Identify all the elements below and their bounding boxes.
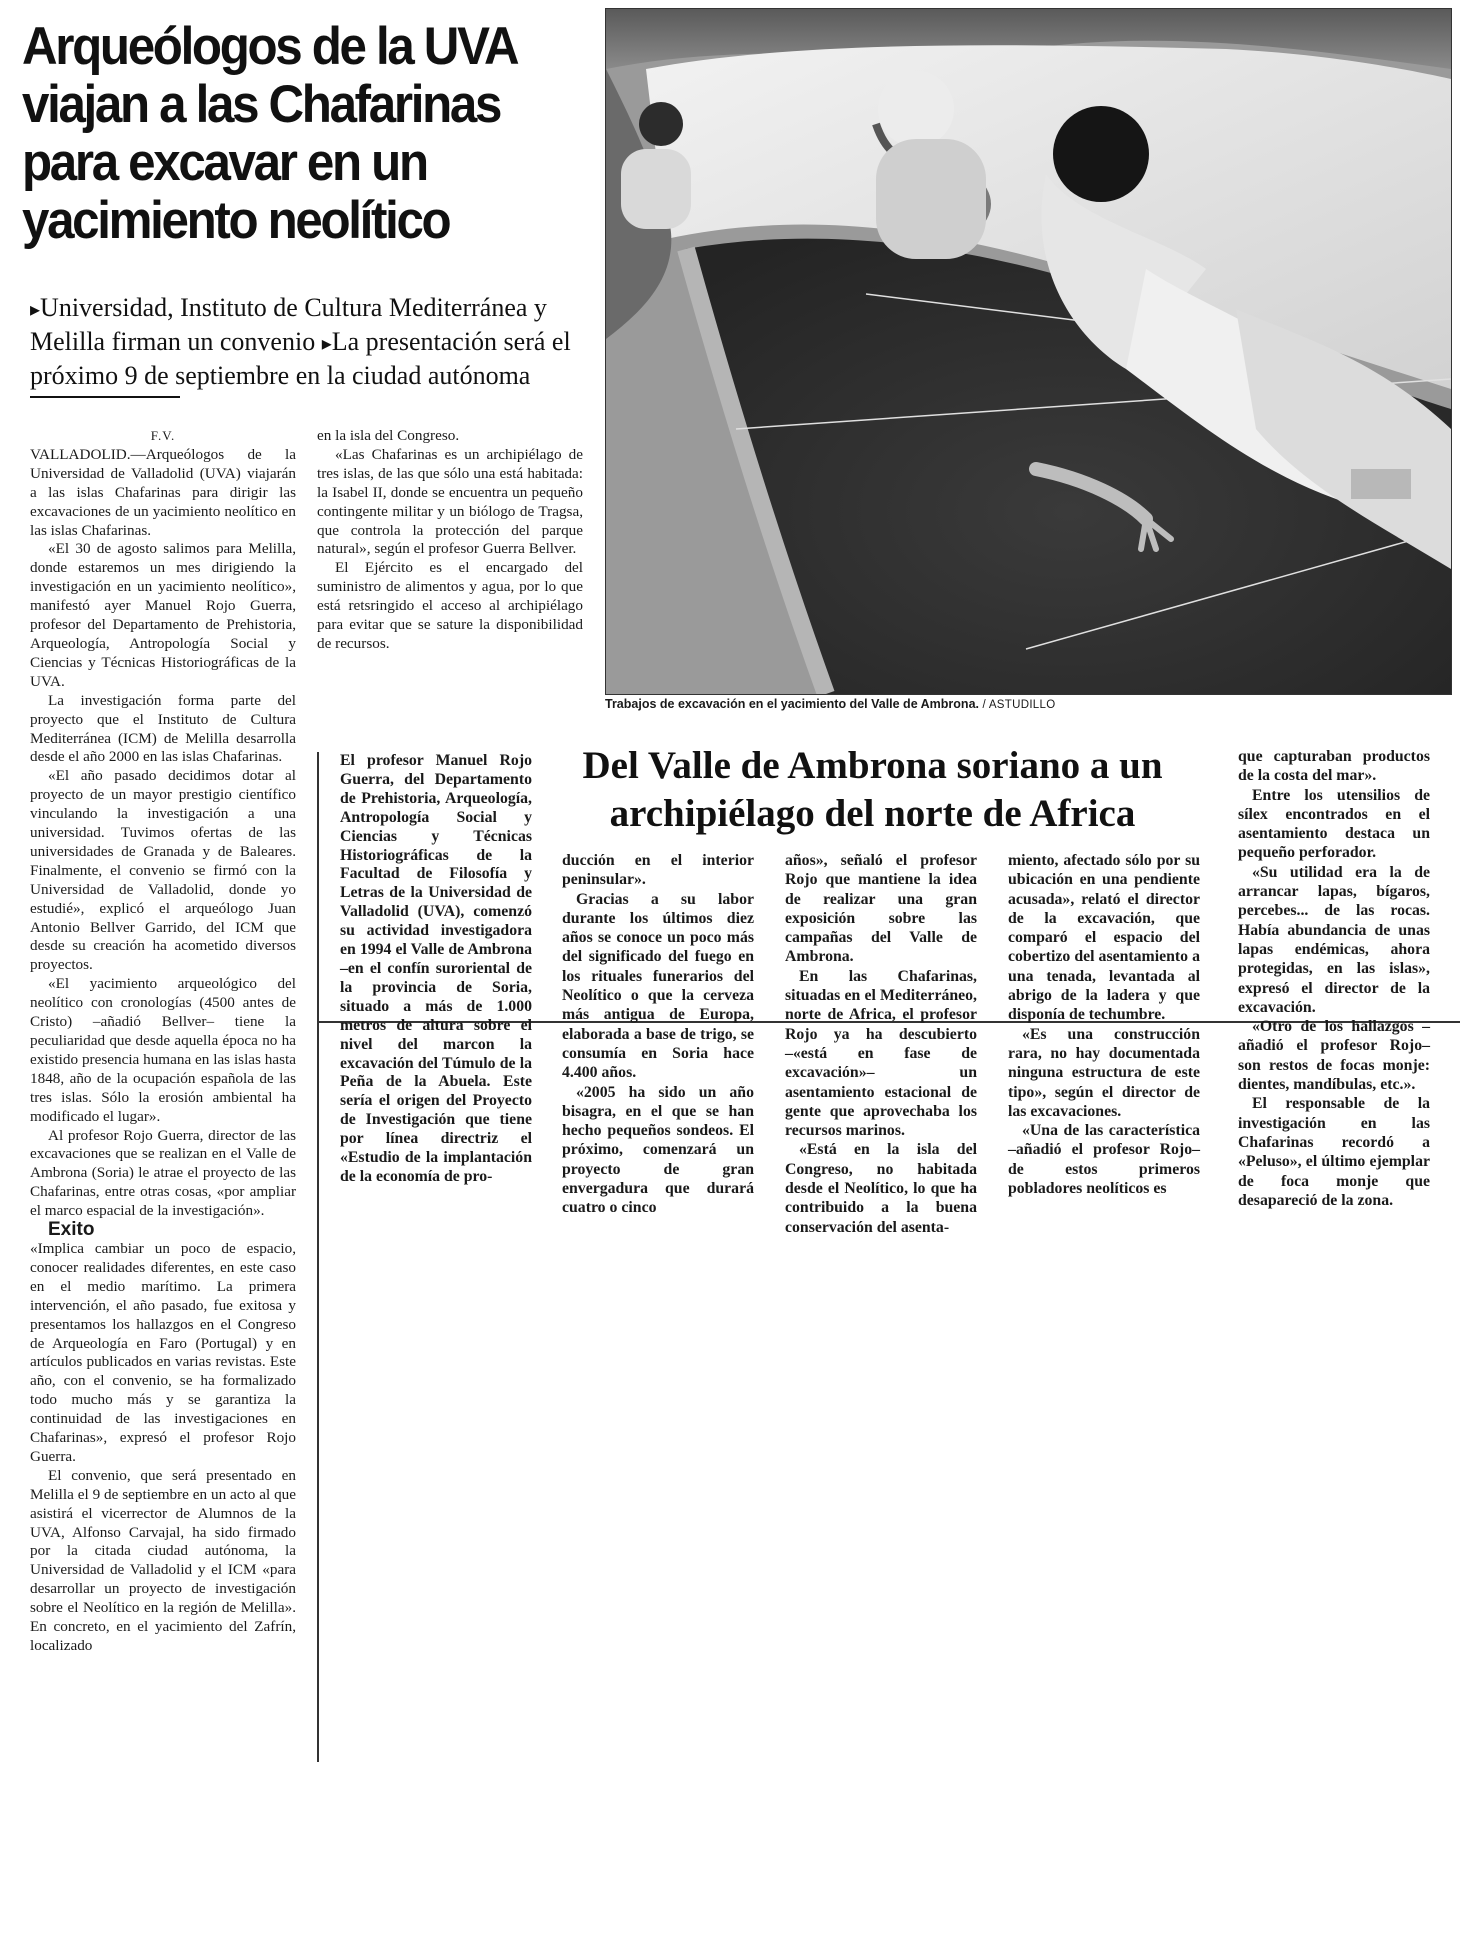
paragraph: «El 30 de agosto salimos para Melilla, donde estaremos un mes dirigiendo la investigación en un yacimiento neolítico», manifestó ayer Manuel Rojo Guerra, profesor del Departamento de Prehistoria, Arqueología, Antropología Social y Ciencias y Técnicas Historiográficas de la UVA. bbox=[30, 540, 296, 690]
headline-line-2: viajan a las Chafarinas bbox=[22, 75, 501, 134]
main-article-column-1 bbox=[30, 427, 296, 1656]
paragraph: La investigación forma parte del proyecto que el Instituto de Cultura Mediterránea (ICM) de Melilla desarrolla desde el año 2000 en las islas Chafarinas. bbox=[30, 691, 296, 766]
paragraph: «Su utilidad era la de arrancar lapas, bígaros, percebes... de las rocas. Había abundancia de unas lapas endémicas, ahora protegidas, en las islas», expresó el director de la excavación. bbox=[1238, 863, 1430, 1016]
paragraph: «Implica cambiar un poco de espacio, conocer realidades diferentes, en este caso en el medio marítimo. La primera intervención, el año pasado, fue exitosa y presentamos los hallazgos en el Congreso de Arqueología en Faro (Portugal) y en artículos publicados en varias revistas. Este año, con el convenio, se ha formalizado todo mucho más y se garantiza la continuidad de las investigaciones en Chafarinas», expresó el profesor Rojo Guerra. bbox=[30, 1239, 296, 1465]
secondary-column-d bbox=[1008, 851, 1200, 1198]
caption-text: Trabajos de excavación en el yacimiento del Valle de Ambrona. bbox=[605, 697, 979, 711]
paragraph: «Una de las característica –añadió el profesor Rojo– de estos primeros pobladores neolíticos es bbox=[1008, 1122, 1200, 1198]
article-headline bbox=[22, 18, 557, 250]
secondary-headline-line-2: archipiélago del norte de Africa bbox=[609, 792, 1136, 835]
deck-divider bbox=[30, 396, 180, 398]
section-subhead: Exito bbox=[48, 1219, 95, 1241]
deck-part-1: Universidad, Instituto de Cultura Mediterránea y Melilla firman un convenio bbox=[30, 293, 547, 356]
secondary-headline-line-1: Del Valle de Ambrona soriano a un bbox=[582, 744, 1163, 787]
bullet-triangle-icon: ▸ bbox=[321, 333, 332, 355]
paragraph: «Está en la isla del Congreso, no habitada desde el Neolítico, lo que ha contribuido a la buena conservación del asenta- bbox=[785, 1141, 977, 1236]
paragraph: miento, afectado sólo por su ubicación en una pendiente acusada», relató el director de la excavación, que comparó el espacio del cobertizo del asentamiento a una tenada, levantada al abrigo de la ladera y que disponía de techumbre. bbox=[1008, 852, 1200, 1024]
secondary-column-b bbox=[562, 851, 754, 1218]
photo-caption bbox=[605, 697, 1450, 711]
article-deck bbox=[30, 292, 590, 392]
paragraph: años», señaló el profesor Rojo que mantiene la idea de realizar una gran exposición sobre las campañas del Valle de Ambrona. bbox=[785, 852, 977, 966]
secondary-article-border-left bbox=[317, 752, 319, 1762]
excavation-photo bbox=[605, 8, 1452, 695]
deck-part-2: La presentación será el próximo 9 de septiembre en la ciudad autónoma bbox=[30, 327, 571, 390]
paragraph: Gracias a su labor durante los últimos diez años se conoce un poco más del significado del fuego en los rituales funerarios del Neolítico o que la cerveza más antigua de Europa, elaborada a base de trigo, se consumía en Soria hace 4.400 años. bbox=[562, 890, 754, 1082]
bullet-triangle-icon: ▸ bbox=[30, 299, 41, 321]
secondary-headline bbox=[545, 742, 1200, 838]
photo-credit: / ASTUDILLO bbox=[982, 699, 1056, 711]
paragraph: «Otro de los hallazgos –añadió el profesor Rojo– son restos de focas monje: dientes, mandíbulas, etc.». bbox=[1238, 1018, 1430, 1094]
paragraph: El Ejército es el encargado del suministro de alimentos y agua, por lo que está retsringido el acceso al archipiélago para evitar que se sature la disponibilidad de recursos. bbox=[317, 559, 583, 652]
byline: F.V. bbox=[150, 428, 176, 443]
secondary-column-a bbox=[340, 752, 532, 1187]
paragraph: que capturaban productos de la costa del mar». bbox=[1238, 748, 1430, 785]
paragraph: VALLADOLID.—Arqueólogos de la Universidad de Valladolid (UVA) viajarán a las islas Chafarinas para dirigir las excavaciones de un yacimiento neolítico en las islas Chafarinas. bbox=[30, 445, 296, 539]
excavation-photo-image bbox=[606, 9, 1451, 694]
headline-line-1: Arqueólogos de la UVA bbox=[22, 17, 518, 76]
paragraph: «El año pasado decidimos dotar al proyecto de un mayor prestigio científico vinculando la investigación a una universidad. Tuvimos ofertas de las universidades de Granada y de Baleares. Finalmente, el convenio se firmó con la Universidad de Valladolid, donde yo estudié», explicó el arqueólogo Juan Antonio Bellver Garrido, del ICM que desde su creación ha acometido diversos proyectos. bbox=[30, 767, 296, 974]
paragraph: «El yacimiento arqueológico del neolítico con cronologías (4500 antes de Cristo) –añadió Bellver– tiene la peculiaridad que desde aquella época no ha existido presencia humana en las islas hasta 1848, año de la ocupación española de las tres islas. Sólo la erosión ambiental ha modificado el lugar». bbox=[30, 975, 296, 1125]
paragraph: El responsable de la investigación en las Chafarinas recordó a «Peluso», el último ejemplar de foca monje que desapareció de la zona. bbox=[1238, 1095, 1430, 1209]
paragraph: El profesor Manuel Rojo Guerra, del Departamento de Prehistoria, Arqueología, Antropología Social y Ciencias y Técnicas Historiográficas de la Facultad de Filosofía y Letras de la Universidad de Valladolid (UVA), comenzó su actividad investigadora en 1994 el Valle de Ambrona –en el confín suroriental de la provincia de Soria, situado a más de 1.000 metros de altura sobre el nivel del marcon la excavación del Túmulo de la Peña de la Abuela. Este sería el origen del Proyecto de Investigación que tiene por línea directriz el «Estudio de la implantación de la economía de pro- bbox=[340, 752, 532, 1185]
paragraph: El convenio, que será presentado en Melilla el 9 de septiembre en un acto al que asistirá el vicerrector de Alumnos de la UVA, Alfonso Carvajal, ha sido firmado por la citada ciudad autónoma, la Universidad de Valladolid y el ICM «para desarrollar un proyecto de investigación sobre el Neolítico en la región de Melilla». En concreto, en el yacimiento del Zafrín, localizado bbox=[30, 1466, 296, 1654]
headline-line-4: yacimiento neolítico bbox=[22, 191, 450, 250]
paragraph: Entre los utensilios de sílex encontrados en el asentamiento destaca un pequeño perforador. bbox=[1238, 786, 1430, 862]
main-article-column-2 bbox=[317, 427, 583, 654]
paragraph: Al profesor Rojo Guerra, director de las excavaciones que se realizan en el Valle de Ambrona (Soria) le atrae el proyecto de las Chafarinas, entre otras cosas, «por ampliar el marco espacial de la investigación». bbox=[30, 1126, 296, 1220]
paragraph: «Las Chafarinas es un archipiélago de tres islas, de las que sólo una está habitada: la Isabel II, donde se encuentra un pequeño contingente militar y un biólogo de Tragsa, que controla la protección del parque natural», según el profesor Guerra Bellver. bbox=[317, 445, 583, 558]
paragraph: «2005 ha sido un año bisagra, en el que se han hecho pequeños sondeos. El próximo, comenzará un proyecto de gran envergadura que durará cuatro o cinco bbox=[562, 1083, 754, 1217]
headline-line-3: para excavar en un bbox=[22, 133, 427, 192]
paragraph: en la isla del Congreso. bbox=[317, 427, 460, 444]
secondary-column-e bbox=[1238, 747, 1430, 1210]
secondary-column-c bbox=[785, 851, 977, 1237]
paragraph: En las Chafarinas, situadas en el Mediterráneo, norte de Africa, el profesor Rojo ya ha descubierto –«está en fase de excavación»– un asentamiento estacional de gente que aprovechaba los recursos marinos. bbox=[785, 967, 977, 1140]
paragraph: «Es una construcción rara, no hay documentada ninguna estructura de este tipo», según el director de las excavaciones. bbox=[1008, 1025, 1200, 1120]
paragraph: ducción en el interior peninsular». bbox=[562, 852, 754, 889]
